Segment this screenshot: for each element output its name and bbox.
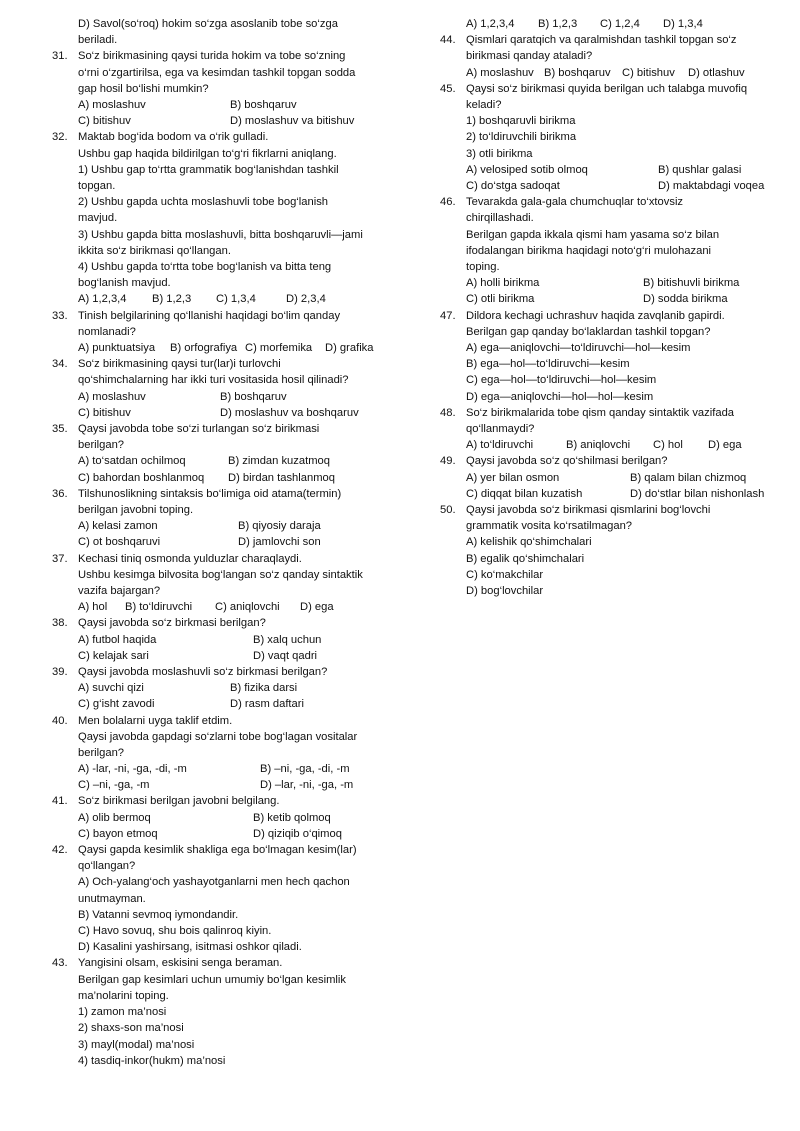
option-a: A) moslashuv — [466, 66, 534, 79]
option-c: C) do‘stga sadoqat — [466, 179, 560, 192]
option-b: B) zimdan kuzatmoq — [228, 455, 330, 468]
option-d: D) ega—aniqlovchi—hol—hol—kesim — [466, 390, 654, 403]
question-number: 34. — [52, 358, 68, 371]
question-text: Qaysi so‘z birikmasi quyida berilgan uch talabga muvofiq — [466, 82, 748, 95]
statement: 3) Ushbu gapda bitta moslashuvli, bitta boshqaruvli—jami — [78, 228, 363, 241]
question-text: Ushbu gap haqida bildirilgan to‘g‘ri fikrlarni aniqlang. — [78, 147, 337, 160]
options-row — [60, 599, 412, 615]
option-a: A) yer bilan osmon — [466, 471, 560, 484]
option-d: D) qiziqib o‘qimoq — [253, 827, 342, 840]
option-a: A) 1,2,3,4 — [466, 18, 515, 30]
question-number: 47. — [440, 309, 456, 322]
q30-option-d-cont: beriladi. — [78, 34, 118, 47]
options-row — [60, 761, 412, 777]
question-number: 32. — [52, 131, 68, 144]
option-c: C) diqqat bilan kuzatish — [466, 487, 583, 500]
options-row — [60, 810, 412, 826]
options-row — [448, 486, 778, 502]
option-d: D) bog‘lovchilar — [466, 584, 544, 597]
question-text: Qaysi javobda tobe so‘zi turlangan so‘z birikmasi — [78, 422, 320, 435]
question-number: 48. — [440, 406, 456, 419]
option-c: C) morfemika — [245, 342, 313, 355]
options-row — [448, 291, 778, 307]
question-35 — [52, 421, 412, 453]
left-column — [52, 16, 412, 1069]
option-d: D) Kasalini yashirsang, isitmasi oshkor qiladi. — [78, 941, 302, 954]
option-c: C) aniqlovchi — [215, 601, 280, 614]
question-number: 36. — [52, 487, 68, 500]
options-row — [448, 275, 778, 291]
question-text: Yangisini olsam, eskisini senga beraman. — [78, 957, 283, 970]
option-d: D) –lar, -ni, -ga, -m — [260, 779, 354, 792]
option-b: B) aniqlovchi — [566, 439, 631, 452]
option-b: B) boshqaruv — [544, 66, 611, 79]
option-a: A) Och-yalang‘och yashayotganlarni men hech qachon — [78, 876, 350, 889]
options-row — [60, 680, 412, 696]
options-row — [60, 470, 412, 486]
question-text: qo‘llangan? — [78, 860, 136, 873]
options-row — [60, 405, 412, 421]
options-row — [60, 632, 412, 648]
option-a: A) kelishik qo‘shimchalari — [466, 536, 592, 549]
option-d: D) rasm daftari — [230, 698, 304, 711]
question-40 — [52, 713, 412, 762]
option-c: C) otli birikma — [466, 293, 535, 306]
option-a: A) ega—aniqlovchi—to‘ldiruvchi—hol—kesim — [466, 341, 691, 354]
question-text: chirqillashadi. — [466, 212, 534, 225]
option-c: C) ko‘makchilar — [466, 568, 544, 581]
right-column — [440, 16, 778, 599]
question-text: birikmasi qanday ataladi? — [466, 50, 593, 63]
question-text: nomlanadi? — [78, 325, 136, 338]
question-44 — [440, 32, 778, 64]
option-c: C) kelajak sari — [78, 649, 149, 662]
question-number: 50. — [440, 503, 456, 516]
option-a: A) 1,2,3,4 — [78, 293, 127, 306]
question-50 — [440, 502, 778, 599]
option-d: D) moslashuv va bitishuv — [230, 115, 355, 128]
option-c: C) bayon etmoq — [78, 827, 158, 840]
question-48 — [440, 405, 778, 437]
option-c: C) g‘isht zavodi — [78, 698, 155, 711]
question-number: 45. — [440, 82, 456, 95]
option-a: A) moslashuv — [78, 390, 146, 403]
option-c: C) –ni, -ga, -m — [78, 779, 150, 792]
question-text: Qismlari qaratqich va qaralmishdan tashkil topgan so‘z — [466, 34, 737, 47]
option-d: D) vaqt qadri — [253, 649, 318, 662]
statement: 4) Ushbu gapda to‘rtta tobe bog‘lanish va bitta teng — [78, 261, 332, 274]
question-text: berilgan? — [78, 746, 125, 759]
question-32 — [52, 129, 412, 291]
options-row — [60, 97, 412, 113]
option-c: C) bahordan boshlanmoq — [78, 471, 205, 484]
option-b: B) ega—hol—to‘ldiruvchi—kesim — [466, 358, 630, 371]
question-text: Tevarakda gala-gala chumchuqlar to‘xtovsiz — [466, 196, 684, 209]
question-number: 31. — [52, 50, 68, 63]
option-b: B) qushlar galasi — [658, 163, 742, 176]
option-d: D) birdan tashlanmoq — [228, 471, 335, 484]
question-text: ifodalangan birikma haqidagi noto‘g‘ri mulohazani — [466, 244, 712, 257]
option-d: D) sodda birikma — [643, 293, 728, 306]
option-a: A) punktuatsiya — [78, 342, 156, 355]
question-text: Men bolalarni uyga taklif etdim. — [78, 714, 233, 727]
options-row — [60, 291, 412, 307]
question-text: Berilgan gapda ikkala qismi ham yasama so‘z bilan — [466, 228, 720, 241]
question-number: 38. — [52, 617, 68, 630]
question-text: Qaysi gapda kesimlik shakliga ega bo‘lmagan kesim(lar) — [78, 844, 357, 857]
option-b: B) qiyosiy daraja — [238, 520, 321, 533]
option-a: A) velosiped sotib olmoq — [466, 163, 588, 176]
question-number: 33. — [52, 309, 68, 322]
options-row — [60, 777, 412, 793]
question-number: 44. — [440, 34, 456, 47]
option-a: A) kelasi zamon — [78, 520, 158, 533]
question-45 — [440, 81, 778, 162]
statement: 3) otli birikma — [466, 147, 533, 160]
option-a: A) to‘satdan ochilmoq — [78, 455, 186, 468]
question-text: Berilgan gap qanday bo‘laklardan tashkil topgan? — [466, 325, 711, 338]
statement: 1) zamon ma’nosi — [78, 1006, 167, 1019]
question-number: 39. — [52, 665, 68, 678]
question-39 — [52, 664, 412, 680]
option-b: B) 1,2,3 — [152, 293, 192, 306]
option-b: B) 1,2,3 — [538, 18, 578, 30]
question-text: Qaysi javobda so‘z qo‘shilmasi berilgan? — [466, 455, 668, 468]
question-text: So‘z birikmasi berilgan javobni belgilang. — [78, 795, 280, 808]
statement: mavjud. — [78, 212, 118, 225]
options-row — [60, 518, 412, 534]
options-row — [448, 16, 778, 32]
options-row — [60, 113, 412, 129]
options-row — [448, 65, 778, 81]
option-a: A) -lar, -ni, -ga, -di, -m — [78, 763, 187, 776]
question-text: Berilgan gap kesimlari uchun umumiy bo‘lgan kesimlik — [78, 973, 346, 986]
options-row — [60, 534, 412, 550]
option-d: D) 2,3,4 — [286, 293, 326, 306]
question-text: Qaysi javobda gapdagi so‘zlarni tobe bog‘lagan vositalar — [78, 730, 358, 743]
option-b: B) Vatanni sevmoq iymondandir. — [78, 908, 239, 921]
statement: 2) shaxs-son ma’nosi — [78, 1022, 184, 1035]
option-b: B) boshqaruv — [230, 99, 297, 112]
statement: 4) tasdiq-inkor(hukm) ma’nosi — [78, 1054, 226, 1067]
options-row — [60, 826, 412, 842]
option-b: B) ketib qolmoq — [253, 811, 331, 824]
question-37 — [52, 551, 412, 600]
option-b: B) fizika darsi — [230, 682, 298, 695]
option-c: C) Havo sovuq, shu bois qalinroq kiyin. — [78, 925, 272, 938]
option-d: D) otlashuv — [688, 66, 745, 79]
option-b: B) egalik qo‘shimchalari — [466, 552, 585, 565]
question-text: vazifa bajargan? — [78, 584, 161, 597]
option-d: D) do‘stlar bilan nishonlash — [630, 487, 765, 500]
options-row — [448, 470, 778, 486]
option-b: B) qalam bilan chizmoq — [630, 471, 747, 484]
question-text: Tilshunoslikning sintaksis bo‘limiga oid atama(termin) — [78, 487, 342, 500]
option-b: B) boshqaruv — [220, 390, 287, 403]
option-c: C) bitishuv — [622, 66, 675, 79]
statement: topgan. — [78, 180, 116, 192]
option-c: C) bitishuv — [78, 115, 131, 128]
question-text: Maktab bog‘ida bodom va o‘rik gulladi. — [78, 131, 269, 144]
question-text: berilgan? — [78, 439, 125, 452]
options-row — [60, 340, 412, 356]
question-38 — [52, 615, 412, 631]
option-a: A) moslashuv — [78, 99, 146, 112]
question-31 — [52, 48, 412, 97]
question-text: gap hosil bo‘lishi mumkin? — [78, 82, 209, 95]
question-text: qo‘shimchalarning har ikki turi vositasida hosil qilinadi? — [78, 374, 349, 387]
statement: 1) Ushbu gap to‘rtta grammatik bog‘lanishdan tashkil — [78, 163, 339, 176]
options-row — [448, 178, 778, 194]
option-c: C) 1,2,4 — [600, 18, 640, 30]
question-text: keladi? — [466, 98, 502, 111]
question-text: toping. — [466, 260, 500, 273]
option-a-cont: unutmayman. — [78, 892, 146, 905]
statement: bog‘lanish mavjud. — [78, 277, 171, 290]
question-number: 35. — [52, 422, 68, 435]
question-text: qo‘llanmaydi? — [466, 422, 535, 435]
option-b: B) to‘ldiruvchi — [125, 601, 193, 614]
option-c: C) bitishuv — [78, 406, 131, 419]
option-b: B) –ni, -ga, -di, -m — [260, 763, 350, 776]
option-d: D) jamlovchi son — [238, 536, 321, 549]
question-49 — [440, 453, 778, 469]
options-row — [60, 389, 412, 405]
question-47 — [440, 308, 778, 405]
option-a: A) to‘ldiruvchi — [466, 439, 534, 452]
question-text: Qaysi javobda so‘z birikmasi qismlarini bog‘lovchi — [466, 503, 711, 516]
question-43 — [52, 955, 412, 1068]
option-b: B) xalq uchun — [253, 633, 322, 646]
options-row — [448, 162, 778, 178]
question-number: 37. — [52, 552, 68, 565]
question-text: Qaysi javobda moslashuvli so‘z birkmasi berilgan? — [78, 665, 328, 678]
option-c: C) 1,3,4 — [216, 293, 256, 306]
option-a: A) suvchi qizi — [78, 682, 144, 695]
option-d: D) ega — [708, 439, 742, 452]
question-text: So‘z birikmasining qaysi turida hokim va tobe so‘zning — [78, 50, 346, 63]
question-36 — [52, 486, 412, 518]
option-d: D) maktabdagi voqea — [658, 179, 765, 192]
question-number: 41. — [52, 795, 68, 808]
question-41 — [52, 793, 412, 809]
question-34 — [52, 356, 412, 388]
option-c: C) ot boshqaruvi — [78, 536, 161, 549]
question-33 — [52, 308, 412, 340]
statement: ikkita so‘z birikmasi qo‘llangan. — [78, 244, 231, 257]
option-c: C) ega—hol—to‘ldiruvchi—hol—kesim — [466, 374, 657, 387]
question-number: 46. — [440, 196, 456, 209]
q30-option-d: D) Savol(so‘roq) hokim so‘zga asoslanib tobe so‘zga — [78, 18, 338, 30]
question-text: Kechasi tiniq osmonda yulduzlar charaqlaydi. — [78, 552, 302, 565]
options-row — [448, 437, 778, 453]
question-text: Tinish belgilarining qo‘llanishi haqidagi bo‘lim qanday — [78, 309, 341, 322]
option-a: A) futbol haqida — [78, 633, 157, 646]
option-a: A) holli birikma — [466, 277, 540, 290]
question-number: 42. — [52, 844, 68, 857]
statement: 1) boshqaruvli birikma — [466, 115, 576, 128]
question-text: o‘rni o‘zgartirilsa, ega va kesimdan tashkil topgan sodda — [78, 66, 356, 79]
option-b: B) bitishuvli birikma — [643, 277, 740, 290]
statement: 2) to‘ldiruvchili birikma — [466, 131, 577, 144]
question-text: grammatik vosita ko‘rsatilmagan? — [466, 520, 633, 533]
question-text: berilgan javobni toping. — [78, 503, 194, 516]
question-46 — [440, 194, 778, 275]
question-text: So‘z birikmasining qaysi tur(lar)i turlovchi — [78, 358, 281, 371]
option-b: B) orfografiya — [170, 342, 238, 355]
question-number: 43. — [52, 957, 68, 970]
statement: 2) Ushbu gapda uchta moslashuvli tobe bog‘lanish — [78, 196, 329, 209]
question-number: 40. — [52, 714, 68, 727]
option-d: D) ega — [300, 601, 334, 614]
question-text: Dildora kechagi uchrashuv haqida zavqlanib gapirdi. — [466, 309, 725, 322]
option-d: D) grafika — [325, 342, 374, 355]
option-d: D) moslashuv va boshqaruv — [220, 406, 359, 419]
options-row — [60, 453, 412, 469]
options-row — [60, 648, 412, 664]
question-text: Qaysi javobda so‘z birkmasi berilgan? — [78, 617, 266, 630]
question-text: So‘z birikmalarida tobe qism qanday sintaktik vazifada — [466, 406, 735, 419]
question-text: Ushbu kesimga bilvosita bog‘langan so‘z qanday sintaktik — [78, 568, 363, 581]
option-c: C) hol — [653, 439, 683, 452]
option-a: A) hol — [78, 601, 108, 614]
question-number: 49. — [440, 455, 456, 468]
options-row — [60, 696, 412, 712]
option-a: A) olib bermoq — [78, 811, 151, 824]
question-42 — [52, 842, 412, 955]
statement: 3) mayl(modal) ma’nosi — [78, 1038, 195, 1051]
question-text: ma’nolarini toping. — [78, 989, 169, 1002]
option-d: D) 1,3,4 — [663, 18, 703, 30]
